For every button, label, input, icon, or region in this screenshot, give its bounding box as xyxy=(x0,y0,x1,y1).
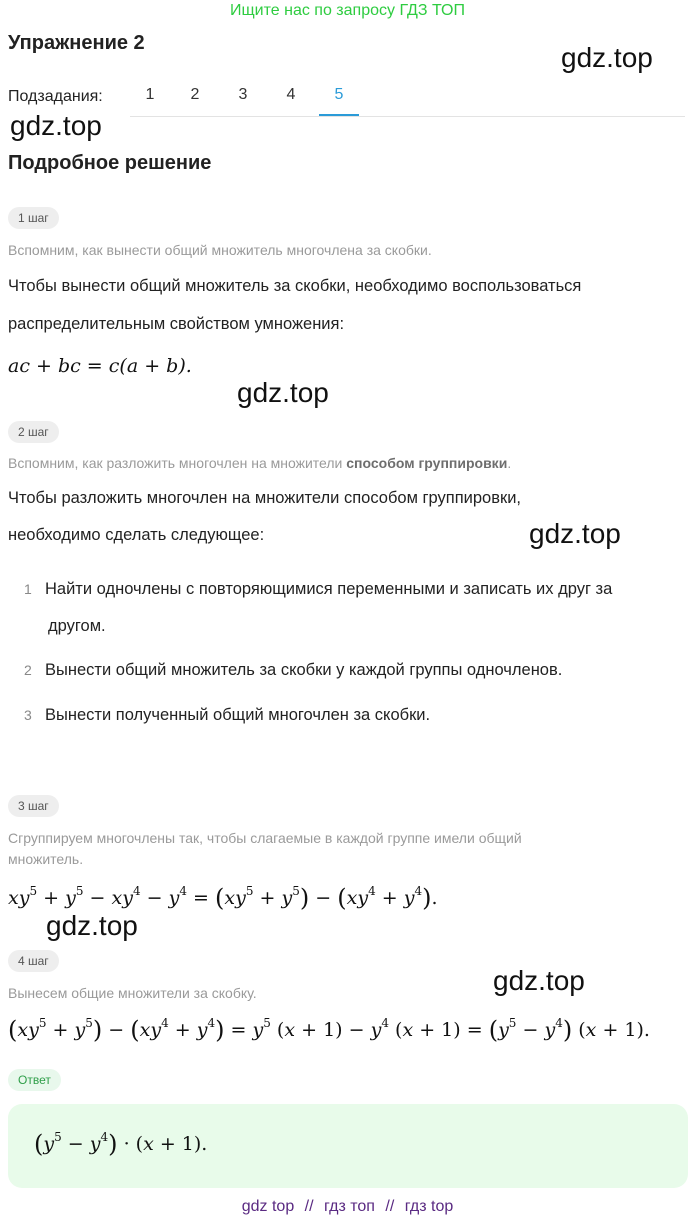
subtask-tab-4[interactable]: 4 xyxy=(286,86,296,103)
step-hint: Вспомним, как разложить многочлен на множители способом группировки. xyxy=(8,455,512,471)
subtask-tab-1[interactable]: 1 xyxy=(145,86,155,103)
watermark: gdz.top xyxy=(561,42,653,73)
watermark: gdz.top xyxy=(237,377,329,408)
subtask-tab-5[interactable]: 5 xyxy=(319,86,359,116)
watermark: gdz.top xyxy=(46,910,138,941)
watermark: gdz.top xyxy=(10,110,102,141)
footer-link-gdz-top-ru[interactable]: гдз топ xyxy=(324,1198,375,1215)
watermark: gdz.top xyxy=(493,965,585,996)
subtask-tab-2[interactable]: 2 xyxy=(190,86,200,103)
answer-badge: Ответ xyxy=(8,1069,61,1091)
formula-grouping: $xy^5 + y^5 - xy^4 - y^4 = (xy^5 + y^5) - (xy^4 + y^4)$. xyxy=(8,884,438,912)
answer-box xyxy=(8,1104,688,1188)
section-title: Подробное решение xyxy=(8,152,212,174)
step-badge: 2 шаг xyxy=(8,421,59,443)
list-item: Вынести полученный общий многочлен за скобки. xyxy=(45,706,431,724)
step-hint: множитель. xyxy=(8,851,84,867)
step-text: необходимо сделать следующее: xyxy=(8,526,265,544)
formula-factoring: $(xy^5 + y^5) - (xy^4 + y^4) = y^5$ $(x + 1) - y^4$ $(x + 1) = (y^5 - y^4) (x + 1)$. xyxy=(8,1016,650,1044)
search-banner[interactable]: Ищите нас по запросу ГДЗ ТОП xyxy=(230,2,465,19)
step-badge: 4 шаг xyxy=(8,950,59,972)
step-text: Чтобы вынести общий множитель за скобки, необходимо воспользоваться xyxy=(8,277,582,295)
subtasks-label: Подзадания: xyxy=(8,88,103,105)
footer-link-gdz-top[interactable]: gdz top xyxy=(241,1198,295,1215)
footer-separator: // xyxy=(385,1198,395,1215)
footer-separator: // xyxy=(304,1198,314,1215)
footer-links xyxy=(0,1198,695,1216)
list-item: Вынести общий множитель за скобки у каждой группы одночленов. xyxy=(45,661,563,679)
list-item: другом. xyxy=(48,617,106,635)
step-hint: Вынесем общие множители за скобку. xyxy=(8,985,257,1001)
step-hint: Сгруппируем многочлены так, чтобы слагаемые в каждой группе имели общий xyxy=(8,830,522,846)
step-text: Чтобы разложить многочлен на множители способом группировки, xyxy=(8,489,521,507)
list-item-number: 3 xyxy=(24,707,32,723)
subtasks-tabs xyxy=(130,78,685,117)
step-text: распределительным свойством умножения: xyxy=(8,315,345,333)
list-item: Найти одночлены с повторяющимися переменными и записать их друг за xyxy=(45,580,613,598)
formula-distributive: ac + bc = c(a + b). xyxy=(8,355,192,377)
watermark: gdz.top xyxy=(529,518,621,549)
step-hint: Вспомним, как вынести общий множитель многочлена за скобки. xyxy=(8,242,432,258)
list-item-number: 1 xyxy=(24,581,32,597)
answer-formula: $(y^5 - y^4) \cdot (x + 1)$. xyxy=(34,1130,208,1158)
list-item-number: 2 xyxy=(24,662,32,678)
subtask-tab-3[interactable]: 3 xyxy=(238,86,248,103)
footer-link-gdz-top-mixed[interactable]: гдз top xyxy=(404,1198,454,1215)
page-title: Упражнение 2 xyxy=(8,32,145,54)
step-badge: 1 шаг xyxy=(8,207,59,229)
step-badge: 3 шаг xyxy=(8,795,59,817)
